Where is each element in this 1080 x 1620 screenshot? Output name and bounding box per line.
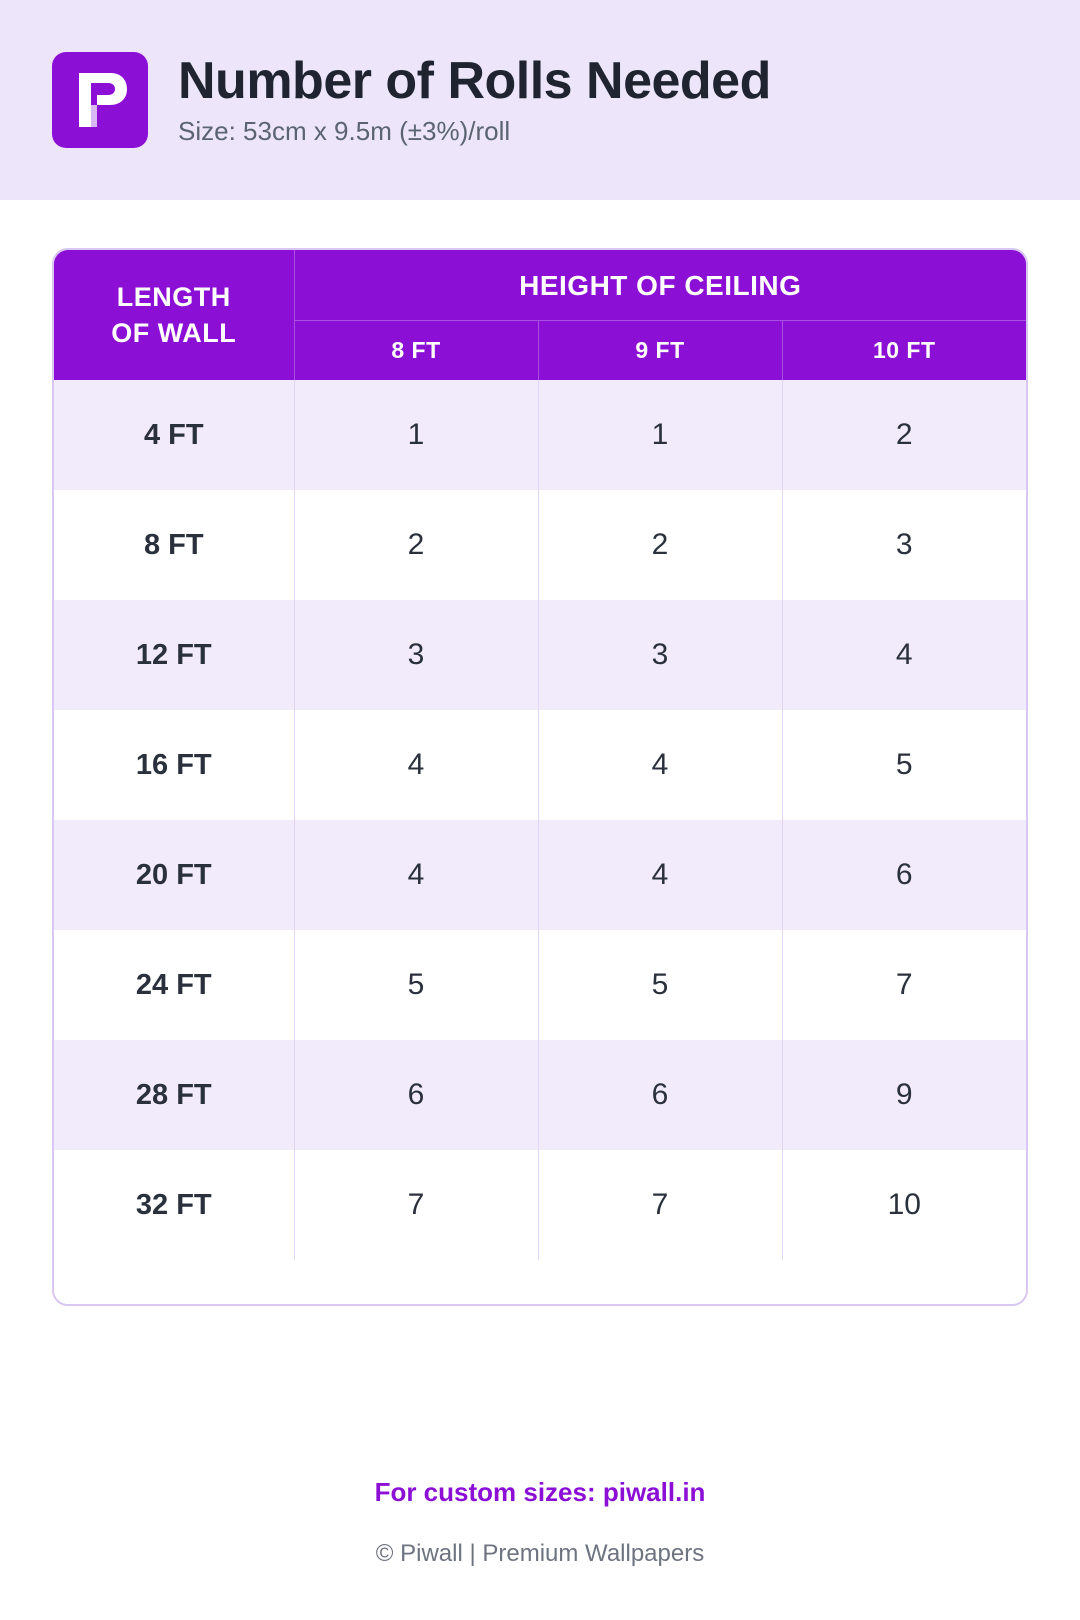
cell-10ft: 3 xyxy=(782,490,1026,600)
cell-8ft: 4 xyxy=(294,820,538,930)
cell-10ft: 2 xyxy=(782,380,1026,490)
row-label: 24 FT xyxy=(54,930,294,1040)
table-row xyxy=(54,1040,1026,1150)
cell-9ft: 6 xyxy=(538,1040,782,1150)
rolls-table-card xyxy=(52,248,1028,1306)
cell-9ft: 7 xyxy=(538,1150,782,1260)
row-label: 8 FT xyxy=(54,490,294,600)
cell-8ft: 3 xyxy=(294,600,538,710)
table-row xyxy=(54,600,1026,710)
custom-sizes-link[interactable]: For custom sizes: piwall.in xyxy=(374,1477,706,1507)
cell-10ft: 6 xyxy=(782,820,1026,930)
table-row xyxy=(54,380,1026,490)
cell-8ft: 2 xyxy=(294,490,538,600)
spacer-cell xyxy=(54,1260,294,1304)
table-row xyxy=(54,490,1026,600)
spacer-cell xyxy=(538,1260,782,1304)
table-row xyxy=(54,1150,1026,1260)
rolls-table xyxy=(54,250,1026,1304)
page-footer xyxy=(0,1477,1080,1620)
cell-9ft: 5 xyxy=(538,930,782,1040)
header-height-of-ceiling: HEIGHT OF CEILING xyxy=(294,250,1026,321)
table-row xyxy=(54,930,1026,1040)
header-length-line2: OF WALL xyxy=(111,318,237,348)
table-head-row-1 xyxy=(54,250,1026,321)
row-label: 12 FT xyxy=(54,600,294,710)
header-col-9ft: 9 FT xyxy=(538,321,782,381)
cell-10ft: 9 xyxy=(782,1040,1026,1150)
cell-9ft: 4 xyxy=(538,820,782,930)
cell-10ft: 5 xyxy=(782,710,1026,820)
cell-9ft: 2 xyxy=(538,490,782,600)
cell-9ft: 4 xyxy=(538,710,782,820)
header-col-10ft: 10 FT xyxy=(782,321,1026,381)
header-text-block xyxy=(178,53,771,147)
cell-10ft: 7 xyxy=(782,930,1026,1040)
piwall-logo-icon xyxy=(52,52,148,148)
row-label: 32 FT xyxy=(54,1150,294,1260)
table-bottom-spacer xyxy=(54,1260,1026,1304)
spacer-cell xyxy=(294,1260,538,1304)
row-label: 16 FT xyxy=(54,710,294,820)
cell-8ft: 1 xyxy=(294,380,538,490)
row-label: 20 FT xyxy=(54,820,294,930)
cell-8ft: 4 xyxy=(294,710,538,820)
table-body xyxy=(54,380,1026,1304)
page-subtitle: Size: 53cm x 9.5m (±3%)/roll xyxy=(178,116,511,146)
cell-10ft: 4 xyxy=(782,600,1026,710)
table-head xyxy=(54,250,1026,380)
row-label: 28 FT xyxy=(54,1040,294,1150)
cell-9ft: 1 xyxy=(538,380,782,490)
table-row xyxy=(54,710,1026,820)
copyright-text: © Piwall | Premium Wallpapers xyxy=(375,1540,705,1567)
header-col-8ft: 8 FT xyxy=(294,321,538,381)
page-title: Number of Rolls Needed xyxy=(178,51,771,110)
cell-10ft: 10 xyxy=(782,1150,1026,1260)
page-header xyxy=(0,0,1080,200)
cell-9ft: 3 xyxy=(538,600,782,710)
spacer-cell xyxy=(782,1260,1026,1304)
cell-8ft: 7 xyxy=(294,1150,538,1260)
table-row xyxy=(54,820,1026,930)
header-length-line1: LENGTH xyxy=(116,281,231,312)
cell-8ft: 6 xyxy=(294,1040,538,1150)
row-label: 4 FT xyxy=(54,380,294,490)
cell-8ft: 5 xyxy=(294,930,538,1040)
header-length-of-wall xyxy=(54,250,294,380)
